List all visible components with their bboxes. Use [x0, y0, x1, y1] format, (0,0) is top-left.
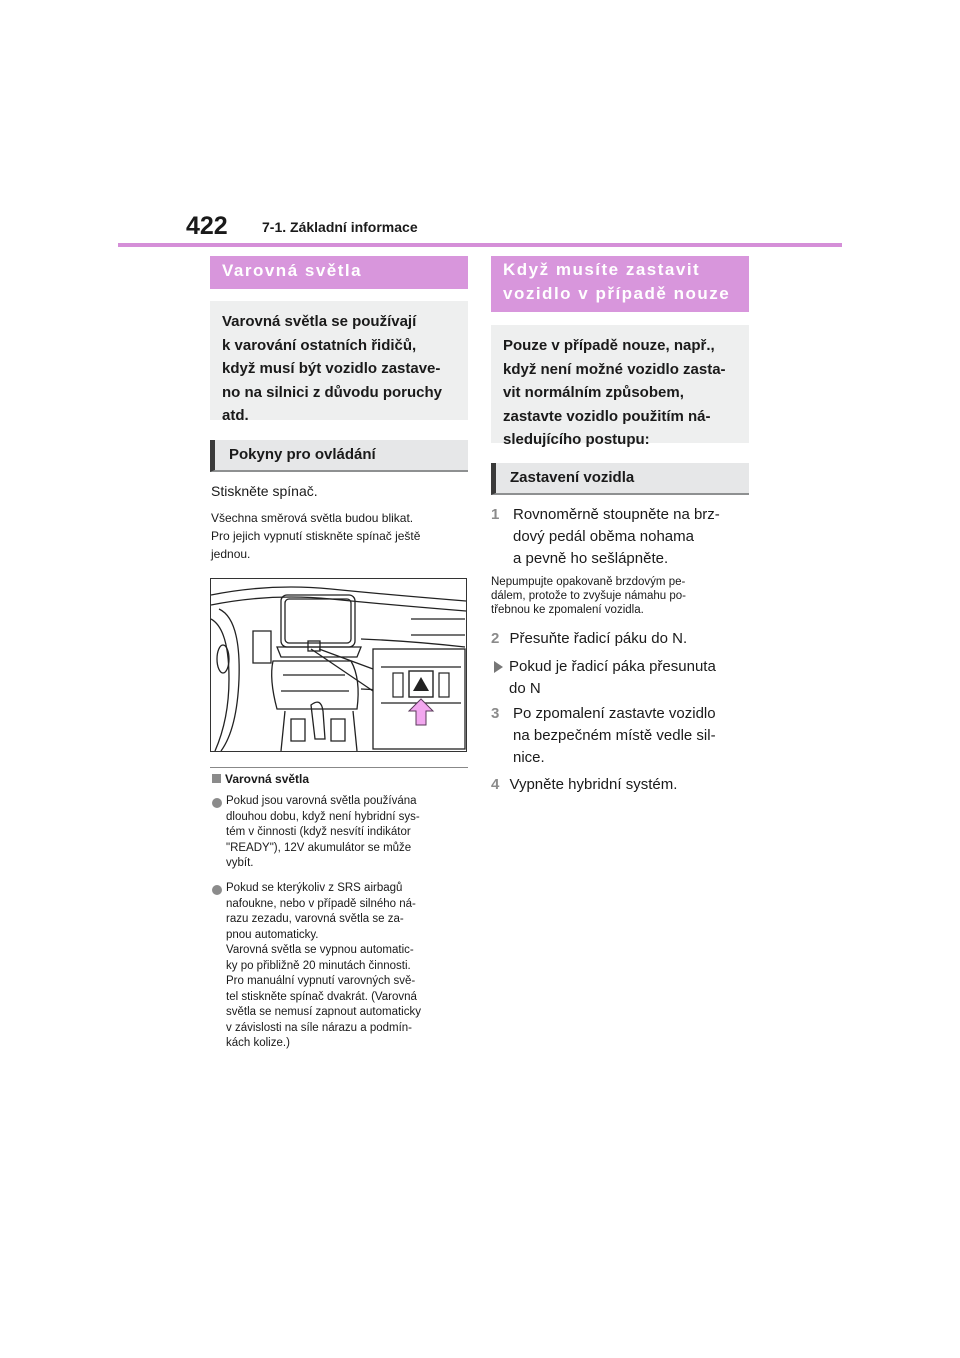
- step-2: [491, 628, 687, 650]
- note-line: Pokud jsou varovná světla používána: [226, 795, 417, 807]
- round-bullet-icon: [212, 885, 222, 895]
- intro-line: sledujícího postupu:: [503, 431, 650, 448]
- step-1-note: [491, 575, 753, 617]
- note-line: nafoukne, nebo v případě silného ná-: [226, 897, 416, 910]
- step-number: 2: [491, 630, 500, 647]
- intro-line: atd.: [222, 407, 249, 424]
- instruction-detail: [211, 509, 471, 563]
- step-line: na bezpečném místě vedle sil-: [513, 727, 716, 744]
- section-banner-hazard-lights: Varovná světla: [210, 256, 468, 289]
- note-line: světla se nemusí zapnout automaticky: [226, 1006, 421, 1018]
- step-3: [491, 703, 753, 769]
- dashboard-drawing: [211, 579, 466, 751]
- subheading-stopping-vehicle: Zastavení vozidla: [491, 463, 749, 495]
- step-number: 4: [491, 776, 500, 793]
- note-line: pnou automaticky.: [226, 928, 319, 941]
- intro-line: když musí být vozidlo zastave-: [222, 360, 441, 377]
- step-line: a pevně ho sešlápněte.: [513, 550, 669, 567]
- note-line: Pro manuální vypnutí varovných svě-: [226, 975, 416, 987]
- step-number: 3: [491, 705, 500, 722]
- note-line: tel stiskněte spínač dvakrát. (Varovná: [226, 990, 417, 1003]
- note-line: tém v činnosti (když nesvítí indikátor: [226, 826, 411, 838]
- intro-line: když není možné vozidlo zasta-: [503, 360, 726, 378]
- note-line: ky po přibližně 20 minutách činnosti.: [226, 959, 411, 972]
- intro-line: k varování ostatních řidičů,: [222, 336, 417, 354]
- intro-box-hazard-lights: [210, 301, 468, 424]
- note-line: Nepumpujte opakovaně brzdovým pe-: [491, 576, 686, 588]
- note-line: dlouhou dobu, když není hybridní sys-: [226, 810, 420, 823]
- note-line: Varovná světla se vypnou automatic-: [226, 944, 414, 956]
- detail-line: jednou.: [211, 547, 251, 561]
- instruction-text: Stiskněte spínač.: [211, 483, 318, 499]
- banner-line: Když musíte zastavit: [503, 260, 701, 279]
- step-line: Po zpomalení zastavte vozidlo: [513, 705, 716, 722]
- intro-line: Pouze v případě nouze, např.,: [503, 337, 715, 354]
- note-item: [226, 794, 471, 872]
- note-line: kách kolize.): [226, 1037, 290, 1049]
- step-line: nice.: [513, 749, 545, 766]
- step-4: [491, 774, 677, 796]
- note-line: třebnou ke zpomalení vozidla.: [491, 604, 644, 616]
- step-text: Přesuňte řadicí páku do N.: [509, 630, 688, 647]
- sub-step-line: Pokud je řadicí páka přesunuta: [509, 658, 716, 675]
- intro-line: Varovná světla se používají: [222, 313, 417, 330]
- step-number: 1: [491, 506, 500, 523]
- round-bullet-icon: [212, 798, 222, 808]
- subheading-operating-instructions: Pokyny pro ovládání: [210, 440, 468, 472]
- step-text: Vypněte hybridní systém.: [509, 776, 678, 793]
- page-number: 422: [186, 212, 228, 240]
- step-line: dový pedál oběma nohama: [513, 528, 694, 545]
- section-banner-emergency-stop: [491, 256, 749, 312]
- note-line: v závislosti na síle nárazu a podmín-: [226, 1021, 413, 1034]
- section-title: 7-1. Základní informace: [262, 219, 418, 235]
- notes-heading-text: Varovná světla: [225, 772, 310, 786]
- note-line: razu zezadu, varovná světla se za-: [226, 913, 404, 925]
- note-line: Pokud se kterýkoliv z SRS airbagů: [226, 882, 403, 894]
- dashboard-illustration: [210, 578, 467, 752]
- intro-line: zastavte vozidlo použitím ná-: [503, 407, 711, 425]
- banner-line: vozidlo v případě nouze: [503, 284, 731, 303]
- note-line: vybít.: [226, 857, 254, 869]
- header-rule: [118, 243, 842, 247]
- intro-line: vit normálním způsobem,: [503, 384, 684, 401]
- note-line: "READY"), 12V akumulátor se může: [226, 841, 412, 854]
- detail-line: Pro jejich vypnutí stiskněte spínač ještě: [211, 529, 421, 543]
- detail-line: Všechna směrová světla budou blikat.: [211, 511, 414, 525]
- triangle-bullet-icon: [494, 661, 503, 673]
- step-1: [491, 504, 753, 570]
- intro-line: no na silnici z důvodu poruchy: [222, 383, 443, 401]
- square-bullet-icon: [212, 774, 221, 783]
- notes-heading: [212, 772, 309, 786]
- step-line: Rovnoměrně stoupněte na brz-: [513, 506, 720, 523]
- note-line: dálem, protože to zvyšuje námahu po-: [491, 590, 686, 602]
- sub-step-line: do N: [509, 680, 541, 697]
- section-divider: [210, 767, 468, 768]
- note-item: [226, 881, 471, 1052]
- sub-step: [509, 656, 749, 700]
- intro-box-emergency-stop: [491, 325, 749, 448]
